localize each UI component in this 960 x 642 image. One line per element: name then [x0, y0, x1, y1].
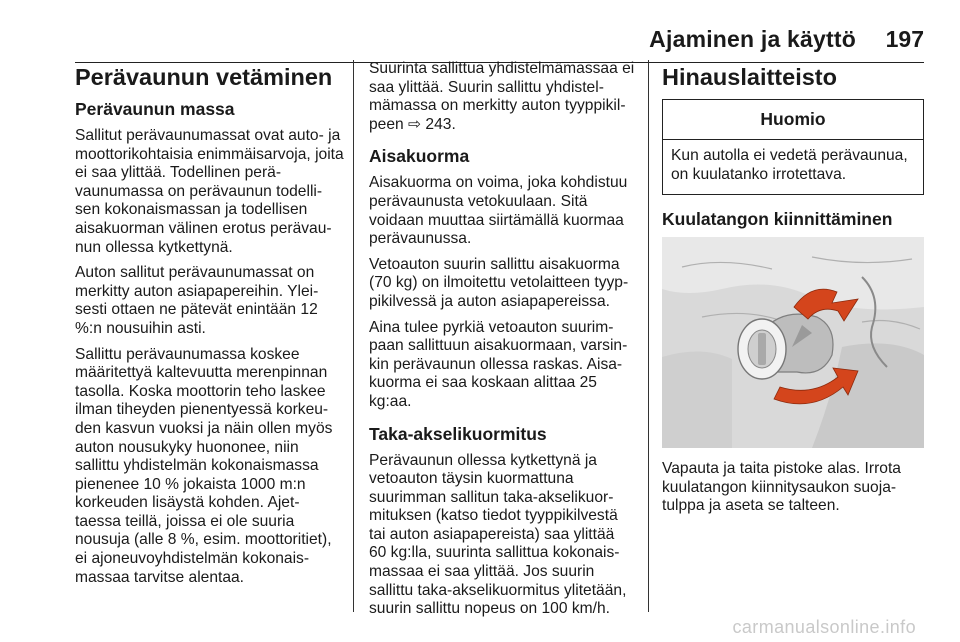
- paragraph: Aisakuorma on voima, joka kohdistuu perävaunusta vetokuulaan. Sitä voidaan muuttaa siirtämällä kuormaa perävaunussa.: [369, 174, 628, 248]
- running-title: Ajaminen ja käyttö: [649, 26, 856, 52]
- notice-box: [662, 99, 924, 195]
- figure-caption: Vapauta ja taita pistoke alas. Irrota kuulatangon kiinnitysaukon suoja- tulppa ja aseta se talteen.: [662, 460, 901, 515]
- column-left: [75, 60, 347, 594]
- column-divider-1: [353, 60, 354, 612]
- paragraph: Perävaunun ollessa kytkettynä ja vetoauton täysin kuormattuna suurimman sallitun taka-akselikuor- mituksen (katso tiedot tyyppikilvestä tai auton asiapapereista) saa ylittää 60 kg:lla, suurinta sallittua kokonais- massaa ei saa ylittää. Jos suurin sallittu taka-akselikuormitus ylitetään, suurin sallittu nopeus on 100 km/h.: [369, 451, 627, 618]
- section-title-trailer-towing: Perävaunun vetäminen: [75, 64, 333, 90]
- paragraph: Auton sallitut perävaunumassat on merkitty auton asiapapereihin. Ylei- sesti ottaen ne pätevät enintään 12 %:n nousuihin asti.: [75, 264, 319, 337]
- subsection-title-ball-bar-mounting: Kuulatangon kiinnittäminen: [662, 209, 893, 230]
- paragraph: Sallittu perävaunumassa koskee määritettyä kaltevuutta merenpinnan tasolla. Koska moottorin teho laskee ilman tiheyden pienentyessä korkeu- den kasvun vuoksi ja näin ollen myös auton nousukyky huononee, niin sallittu yhdistelmän kokonaismassa pienenee 10 % jokaista 1000 m:n korkeuden lisäystä kohden. Ajet- taessa teillä, joissa ei ole suuria nousuja (alle 8 %, esim. moottoritiet), ei ajoneuvoyhdistelmän kokonais- massaa tarvitse alentaa.: [75, 345, 333, 586]
- watermark: carmanualsonline.info: [732, 617, 916, 637]
- running-head: [0, 12, 960, 58]
- tow-bar-socket-illustration: [662, 237, 924, 448]
- page-number: 197: [885, 26, 924, 52]
- subsection-title-trailer-weight: Perävaunun massa: [75, 99, 235, 119]
- paragraph: Aina tulee pyrkiä vetoauton suurim- paan sallittuun aisakuormaan, varsin- kin perävaunun ollessa raskas. Aisa- kuorma ei saa koskaan alittaa 25 kg:aa.: [369, 318, 628, 410]
- paragraph: Vetoauton suurin sallittu aisakuorma (70 kg) on ilmoitettu vetolaitteen tyyp- pikilvessä ja auton asiapapereissa.: [369, 255, 629, 310]
- column-divider-2: [648, 60, 649, 612]
- paragraph-intro: Suurinta sallittua yhdistelmämassaa ei saa ylittää. Suurin sallittu yhdistel- mämassa on merkitty auton tyyppikil- peen ⇨ 243.: [369, 60, 635, 133]
- column-middle: [369, 60, 635, 626]
- column-right: [662, 60, 924, 523]
- section-title-towing-equipment: Hinauslaitteisto: [662, 64, 837, 90]
- notice-text: Kun autolla ei vedetä perävaunua, on kuulatanko irrotettava.: [671, 147, 908, 183]
- subsection-title-drawbar-load: Aisakuorma: [369, 146, 470, 167]
- notice-label: Huomio: [663, 100, 923, 140]
- subsection-title-rear-axle-load: Taka-akselikuormitus: [369, 423, 547, 444]
- paragraph: Sallitut perävaunumassat ovat auto- ja moottorikohtaisia enimmäisarvoja, joita ei saa ylittää. Todellinen perä- vaunumassa on perävaunun todelli- sen kokonaismassan ja todellisen aisakuorman välinen erotus perävau- nun ollessa kytkettynä.: [75, 127, 344, 256]
